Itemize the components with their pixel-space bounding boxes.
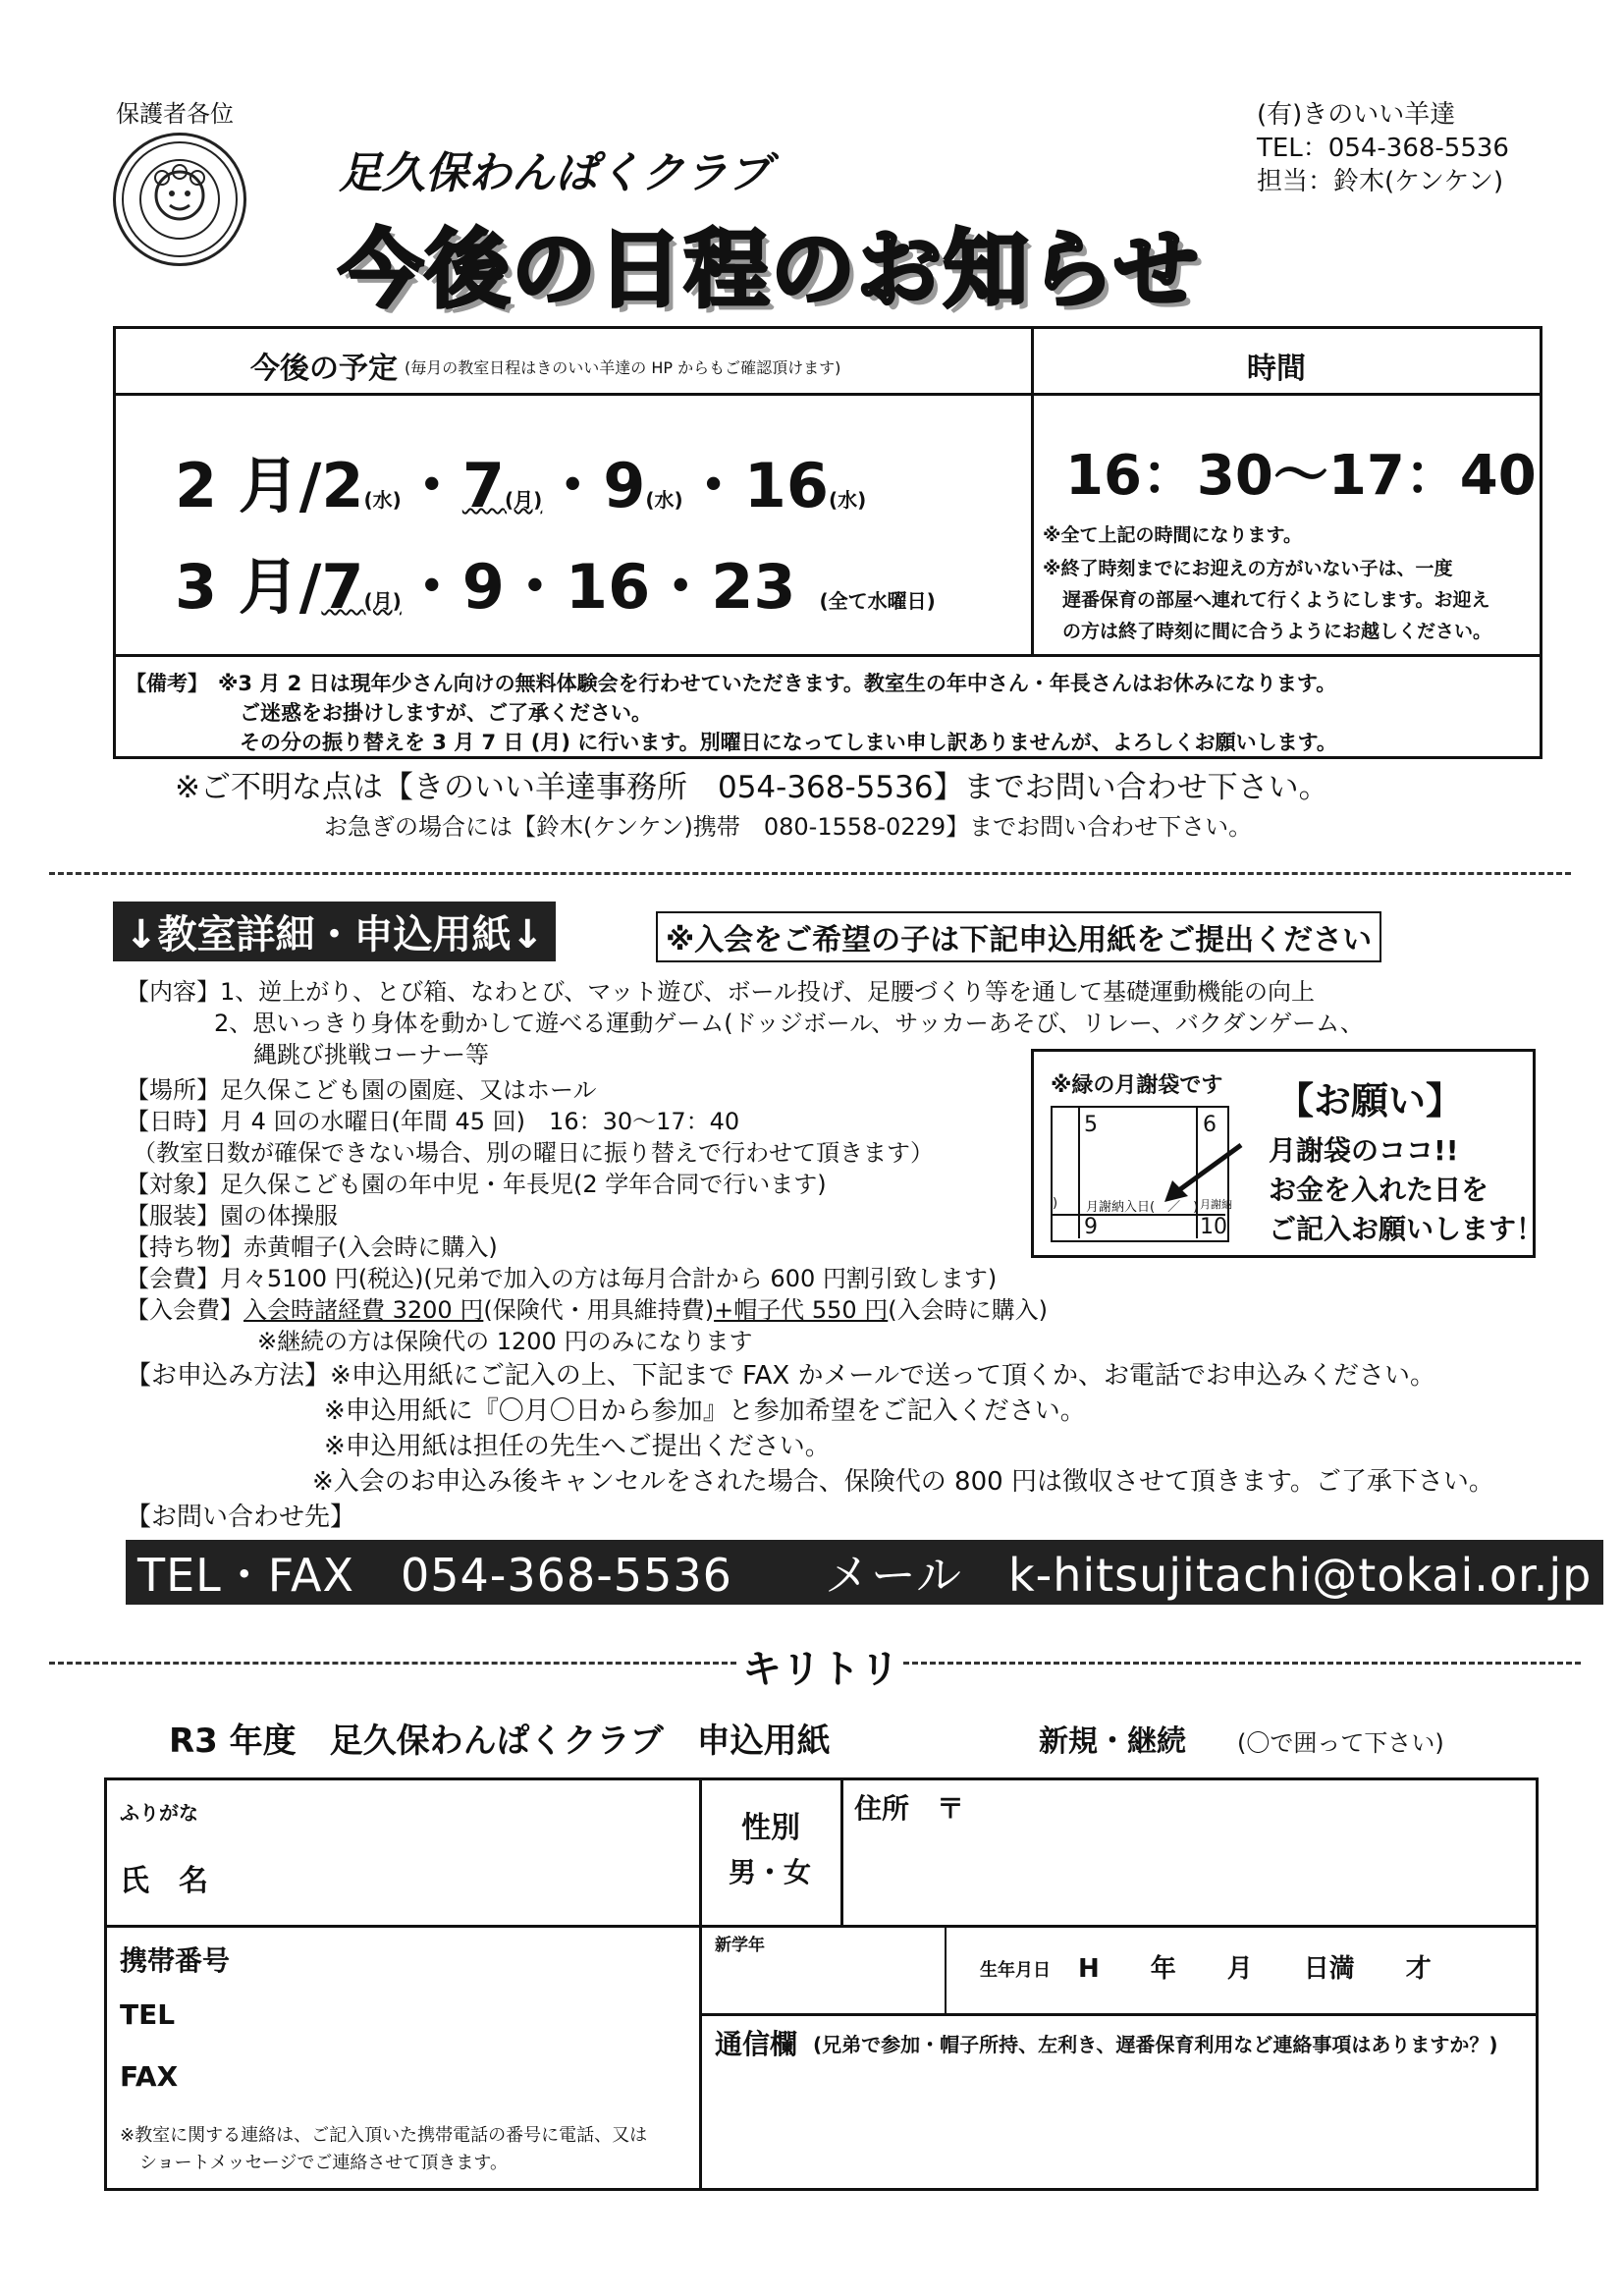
feb-month: 2 月/	[175, 450, 322, 521]
mar-month: 3 月/	[175, 551, 322, 623]
date-day: 9	[603, 450, 646, 521]
form-divider	[840, 1777, 843, 1925]
contact-note: ショートメッセージでご連絡させて頂きます。	[139, 2153, 508, 2173]
main-title: 今後の日程のお知らせ	[339, 221, 1201, 319]
apply-note: ※入会をご希望の子は下記申込用紙をご提出ください	[656, 911, 1381, 962]
class-time: 16：30～17：40	[1065, 444, 1537, 508]
club-seal-logo	[113, 133, 246, 266]
address-field[interactable]	[854, 1827, 1522, 1915]
envelope-grid-line	[1078, 1106, 1080, 1238]
contact-person: 担当：鈴木(ケンケン)	[1257, 167, 1504, 196]
detail-target: 【対象】足久保こども園の年中児・年長児(2 学年合同で行います)	[126, 1171, 827, 1198]
date-day: 2	[321, 450, 364, 521]
gender-label: 性別	[741, 1811, 800, 1845]
separator-line	[49, 872, 1571, 875]
divider	[1031, 326, 1034, 655]
entry-fee-cost: 入会時諸経費 3200 円	[243, 1296, 484, 1324]
time-note: ※終了時刻までにお迎えの方がいない子は、一度	[1043, 558, 1453, 579]
name-label: 氏 名	[120, 1864, 208, 1898]
date-day: 7	[321, 551, 364, 623]
addressee: 保護者各位	[116, 100, 234, 128]
contact-bar: TEL・FAX 054-368-5536 メール k-hitsujitachi@tokai.or.jp	[126, 1540, 1603, 1605]
envelope-partial: 月謝納	[1200, 1198, 1232, 1211]
date-day: 7	[461, 450, 505, 521]
message-note: (兄弟で参加・帽子所持、左利き、遅番保育利用など連絡事項はありますか？)	[813, 2033, 1498, 2056]
form-divider	[699, 1777, 702, 2188]
remarks-label: 【備考】	[126, 672, 208, 695]
remarks-line: ご迷惑をお掛けしますが、ご了承ください。	[240, 701, 652, 725]
apply-method: 【お申込み方法】※申込用紙にご記入の上、下記まで FAX かメールで送って頂くか、お電話でお申込みください。	[126, 1361, 1435, 1391]
fax-field[interactable]	[216, 2055, 677, 2095]
pointer-arrow-icon	[1159, 1139, 1247, 1208]
schedule-heading: 今後の予定	[250, 352, 398, 386]
detail-content: 2、思いっきり身体を動かして遊べる運動ゲーム(ドッジボール、サッカーあそび、リレー、バクダンゲーム、	[214, 1010, 1364, 1037]
new-grade-field[interactable]	[715, 1959, 936, 2006]
date-separator: ・	[682, 450, 744, 521]
divider	[113, 654, 1540, 657]
gender-options[interactable]: 男・女	[729, 1856, 812, 1888]
cut-dash-left	[49, 1662, 736, 1665]
envelope-cell: 10	[1200, 1215, 1227, 1239]
entry-fee-cost-note: (保険代・用具維持費)	[483, 1296, 715, 1324]
entry-fee-hat: +帽子代 550 円	[714, 1296, 889, 1324]
time-note: 遅番保育の部屋へ連れて行くようにします。お迎え	[1062, 589, 1490, 611]
form-type-note: (〇で囲って下さい)	[1237, 1729, 1444, 1757]
address-label: 住所 〒	[854, 1792, 965, 1825]
birth-fields[interactable]: H 年 月 日満 才	[1078, 1954, 1432, 1984]
message-field[interactable]	[715, 2062, 1520, 2175]
detail-content: 縄跳び挑戦コーナー等	[253, 1041, 489, 1068]
date-dow: (月)	[504, 488, 543, 512]
cut-line-label: キリトリ	[742, 1647, 899, 1692]
detail-content: 【内容】1、逆上がり、とび箱、なわとび、マット遊び、ボール投げ、足腰づくり等を通して基礎運動機能の向上	[126, 978, 1315, 1006]
date-separator: ・	[401, 450, 462, 521]
mobile-label: 携帯番号	[120, 1944, 231, 1977]
cut-dash-right	[903, 1662, 1581, 1665]
form-type: 新規・継続	[1039, 1724, 1186, 1759]
inquiry-main: ※ご不明な点は【きのいい羊達事務所 054-368-5536】までお問い合わせ下さい。	[175, 770, 1329, 805]
fax-label: FAX	[120, 2060, 179, 2093]
entry-fee-continue-note: ※継続の方は保険代の 1200 円のみになります	[257, 1328, 753, 1355]
request-title: 【お願い】	[1276, 1079, 1464, 1122]
feb-dates-row	[175, 437, 866, 524]
envelope-cell: 9	[1084, 1215, 1098, 1239]
name-field[interactable]	[236, 1836, 668, 1891]
date-dow: (水)	[645, 488, 683, 512]
apply-method: ※申込用紙は担任の先生へご提出ください。	[324, 1432, 831, 1461]
envelope-cell: 5	[1084, 1113, 1098, 1137]
request-line: お金を入れた日を	[1269, 1174, 1489, 1206]
request-line: 月謝袋のココ!!	[1269, 1134, 1459, 1167]
date-dow: (水)	[828, 488, 867, 512]
birth-label: 生年月日	[980, 1960, 1051, 1981]
club-name: 足久保わんぱくクラブ	[339, 148, 771, 198]
envelope-label: ※緑の月謝袋です	[1051, 1073, 1223, 1098]
detail-datetime: 【日時】月 4 回の水曜日(年間 45 回) 16：30～17：40	[126, 1108, 740, 1135]
envelope-cell: 6	[1203, 1113, 1217, 1137]
schedule-heading-note: (毎月の教室日程はきのいい羊達の HP からもご確認頂けます)	[405, 358, 841, 377]
contact-label: 【お問い合わせ先】	[126, 1503, 356, 1532]
time-note: の方は終了時刻に間に合うようにお越しください。	[1062, 621, 1492, 642]
message-label: 通信欄	[715, 2028, 798, 2060]
date-dow: (水)	[363, 488, 402, 512]
mar-note: (全て水曜日)	[819, 589, 936, 613]
date-separator: ・	[542, 450, 604, 521]
tel-field[interactable]	[216, 1994, 677, 2033]
envelope-date-field: 月謝納入日( ／ )	[1086, 1200, 1199, 1215]
inquiry-urgent: お急ぎの場合には【鈴木(ケンケン)携帯 080-1558-0229】までお問い合わせ下さい。	[324, 813, 1253, 841]
entry-fee-label: 【入会費】	[126, 1296, 243, 1324]
detail-clothing: 【服装】園の体操服	[126, 1202, 338, 1230]
company-name: (有)きのいい羊達	[1257, 100, 1456, 130]
detail-fee: 【会費】月々5100 円(税込)(兄弟で加入の方は毎月合計から 600 円割引致します)	[126, 1265, 998, 1292]
tel-label: TEL	[120, 1998, 176, 2031]
entry-fee-hat-note: (入会時に購入)	[888, 1296, 1048, 1324]
divider	[113, 393, 1540, 396]
contact-note: ※教室に関する連絡は、ご記入頂いた携帯電話の番号に電話、又は	[120, 2125, 648, 2146]
mar-dates-row	[175, 538, 936, 626]
remarks-line: ※3 月 2 日は現年少さん向けの無料体験会を行わせていただきます。教室生の年中さん・年長さんはお休みになります。	[218, 672, 1337, 695]
detail-datetime-note: （教室日数が確保できない場合、別の曜日に振り替えで行わせて頂きます）	[133, 1139, 934, 1167]
date-day: 16	[743, 450, 829, 521]
new-grade-label: 新学年	[715, 1936, 765, 1955]
form-divider	[104, 1925, 1536, 1928]
furigana-label: ふりがな	[120, 1801, 198, 1825]
detail-entry-fee	[126, 1290, 1048, 1325]
mar-rest-dates: ・9・16・23	[401, 551, 796, 623]
detail-belongings: 【持ち物】赤黄帽子(入会時に購入)	[126, 1233, 498, 1261]
sheep-mascot-icon	[119, 138, 241, 260]
request-line: ご記入お願いします！	[1269, 1213, 1544, 1245]
details-banner: ↓教室詳細・申込用紙↓	[113, 902, 556, 961]
time-note: ※全て上記の時間になります。	[1043, 524, 1302, 546]
form-title: R3 年度 足久保わんぱくクラブ 申込用紙	[169, 1722, 831, 1761]
apply-method: ※申込用紙に『〇月〇日から参加』と参加希望をご記入ください。	[324, 1396, 1086, 1426]
time-heading: 時間	[1247, 352, 1306, 386]
remarks-line: その分の振り替えを 3 月 7 日 (月) に行います。別曜日になってしまい申し訳ありませんが、よろしくお願いします。	[240, 731, 1337, 754]
date-dow: (月)	[363, 589, 402, 613]
company-tel: TEL：054-368-5536	[1257, 134, 1509, 163]
form-divider	[945, 1925, 947, 2013]
form-divider	[699, 2013, 1536, 2016]
envelope-paren: )	[1053, 1196, 1058, 1211]
apply-method: ※入会のお申込み後キャンセルをされた場合、保険代の 800 円は徴収させて頂きます。ご了承下さい。	[312, 1467, 1494, 1497]
detail-place: 【場所】足久保こども園の園庭、又はホール	[126, 1076, 597, 1104]
